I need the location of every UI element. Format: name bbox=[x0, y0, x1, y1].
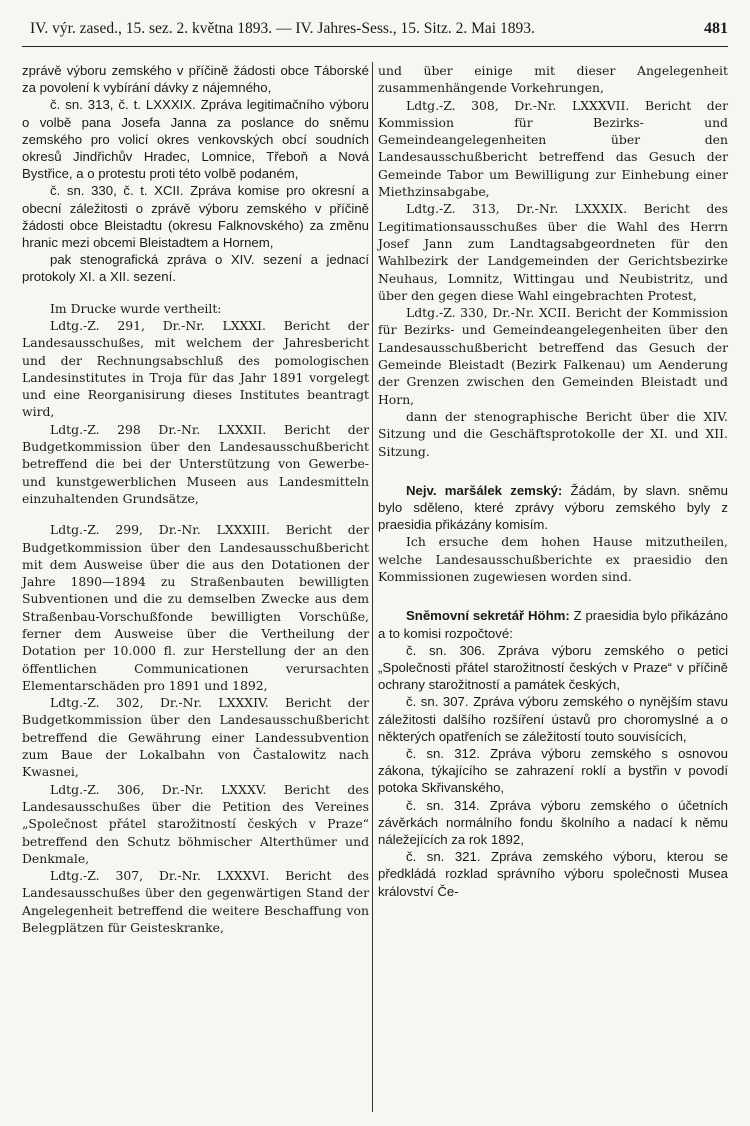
paragraph: č. sn. 330, č. t. XCII. Zpráva komise pro okresní a obecní záležitosti o zprávě výboru zemského v příčině žádosti obce Bleistadtu (okresu Falknovského) za změnu hranic mezi obcemi Bleistadtem a Hornem, bbox=[22, 183, 369, 251]
text-columns bbox=[22, 62, 728, 1112]
paragraph: Ich ersuche dem hohen Hause mitzutheilen, welche Landesausschußberichte ex praesidio den Kommissionen zugewiesen worden sind. bbox=[378, 534, 728, 585]
right-column bbox=[378, 62, 728, 1112]
paragraph: č. sn. 314. Zpráva výboru zemského o účetních závěrkách normálního fondu školního a nadací k němu náležejících za rok 1892, bbox=[378, 797, 728, 847]
speaker-name: Sněmovní sekretář Höhm: bbox=[406, 608, 570, 624]
left-column bbox=[22, 62, 369, 1112]
paragraph: č. sn. 312. Zpráva výboru zemského s osnovou zákona, týkajícího se zahrazení roklí a bystřin v povodí potoka Skřivanského, bbox=[378, 745, 728, 796]
paragraph: č. sn. 306. Zpráva výboru zemského o petici „Společnosti přátel starožitností českých v Praze“ v příčině ochrany starožitností a památek českých, bbox=[378, 642, 728, 693]
page-header bbox=[22, 14, 728, 47]
speaker-name: Nejv. maršálek zemský: bbox=[406, 482, 563, 498]
paragraph: Ldtg.-Z. 302, Dr.-Nr. LXXXIV. Bericht der Budgetkommission über den Landesausschußbericht betreffend die Gewährung einer Landessubvention zum Baue der Lokalbahn von Častalowitz nach Kwasnei, bbox=[22, 695, 369, 780]
paragraph: č. sn. 321. Zpráva zemského výboru, kterou se předkládá rozklad správního výboru společnosti Musea království Če- bbox=[378, 849, 728, 899]
paragraph: Ldtg.-Z. 299, Dr.-Nr. LXXXIII. Bericht der Budgetkommission über den Landesausschußbericht mit dem Ausweise über die aus den Dotationen der Jahre 1890—1894 zu Straßenbauten bewilligten Subventionen und die zu demselben Zwecke aus dem Straßenbau-Vorschußfonde bewilligten Vorschüße, ferner dem Ausweise über die Vertheilung der Dotation per 10.000 fl. zur Herstellung der an den öffentlichen Communicationen verursachten Elementarschäden pro 1891 und 1892, bbox=[22, 522, 369, 693]
paragraph: pak stenografická zpráva o XIV. sezení a jednací protokoly XI. a XII. sezení. bbox=[22, 252, 369, 285]
paragraph: Nejv. maršálek zemský: Žádám, by slavn. sněmu bylo sděleno, které zprávy výboru zemského byly z praesidia přikázány komisím. bbox=[378, 482, 728, 533]
paragraph: Ldtg.-Z. 313, Dr.-Nr. LXXXIX. Bericht des Legitimationsausschußes über die Wahl des Herrn Josef Jann zum Landtagsabgeordneten für den Wahlbezirk der Landgemeinden der Gerichtsbezirke Neuhaus, Lomnitz, Wittingau und Neubistritz, und über den gegen diese Wahl eingebrachten Protest, bbox=[378, 201, 728, 303]
paragraph: Ldtg.-Z. 308, Dr.-Nr. LXXXVII. Bericht der Kommission für Bezirks- und Gemeindeangelegenheiten über den Landesausschußbericht betreffend das Gesuch der Gemeinde Tabor um Bewilligung zur Einhebung einer Miethzinsabgabe, bbox=[378, 97, 728, 200]
paragraph: Ldtg.-Z. 298 Dr.-Nr. LXXXII. Bericht der Budgetkommission über den Landesausschußbericht betreffend die bei der Unterstützung von Gewerbe- und kunstgewerblichen Museen aus Landesmitteln einzuhaltenden Grundsätze, bbox=[22, 421, 369, 506]
paragraph: č. sn. 313, č. t. LXXXIX. Zpráva legitimačního výboru o volbě pana Josefa Janna za poslance do sněmu zemského pro volicí okres venkovských obcí soudních okresů Jindřichův Hradec, Lomnice, Třeboň a Nová Bystřice, a o protestu proti této volbě podaném, bbox=[22, 97, 369, 182]
column-divider bbox=[372, 62, 373, 1112]
paragraph: Sněmovní sekretář Höhm: Z praesidia bylo přikázáno a to komisi rozpočtové: bbox=[378, 608, 728, 641]
running-head: IV. výr. zased., 15. sez. 2. května 1893. — IV. Jahres-Sess., 15. Sitz. 2. Mai 1893. bbox=[30, 20, 535, 37]
paragraph: und über einige mit dieser Angelegenheit zusammenhängende Vorkehrungen, bbox=[378, 63, 728, 96]
paragraph: zprávě výboru zemského v příčině žádosti obce Táborské za povolení k vybírání dávky z nájemného, bbox=[22, 63, 369, 96]
paragraph: dann der stenographische Bericht über die XIV. Sitzung und die Geschäftsprotokolle der XI. und XII. Sitzung. bbox=[378, 408, 728, 459]
paragraph: Ldtg.-Z. 307, Dr.-Nr. LXXXVI. Bericht des Landesausschußes über den gegenwärtigen Stand der Angelegenheit betreffend die weitere Beschaffung von Belegplätzen für Geisteskranke, bbox=[22, 868, 369, 936]
paragraph: Ldtg.-Z. 306, Dr.-Nr. LXXXV. Bericht des Landesausschußes über die Petition des Vereines „Společnost přátel starožitností českých v Praze“ betreffend den Schutz böhmischer Alterthümer und Denkmale, bbox=[22, 781, 369, 866]
paragraph: č. sn. 307. Zpráva výboru zemského o nynějším stavu záležitosti dalšího rozšíření ústavů pro choromyslné a o některých opatřeních se záležitostí touto souvisících, bbox=[378, 694, 728, 744]
paragraph: Ldtg.-Z. 291, Dr.-Nr. LXXXI. Bericht der Landesausschußes, mit welchem der Jahresbericht und der Rechnungsabschluß des pomologischen Landesinstitutes in Troja für das Jahr 1891 vorgelegt und eine Reorganisirung dieses Institutes beantragt wird, bbox=[22, 317, 369, 420]
page-number: 481 bbox=[704, 20, 728, 37]
paragraph: Im Drucke wurde vertheilt: bbox=[50, 300, 222, 316]
paragraph: Ldtg.-Z. 330, Dr.-Nr. XCII. Bericht der Kommission für Bezirks- und Gemeindeangelegenheiten über den Landesausschußbericht betreffend das Gesuch der Gemeinde Bleistadt (Bezirk Falkenau) um Aenderung der Grenzen zwischen den Gemeinden Bleistadt und Horn, bbox=[378, 305, 728, 407]
